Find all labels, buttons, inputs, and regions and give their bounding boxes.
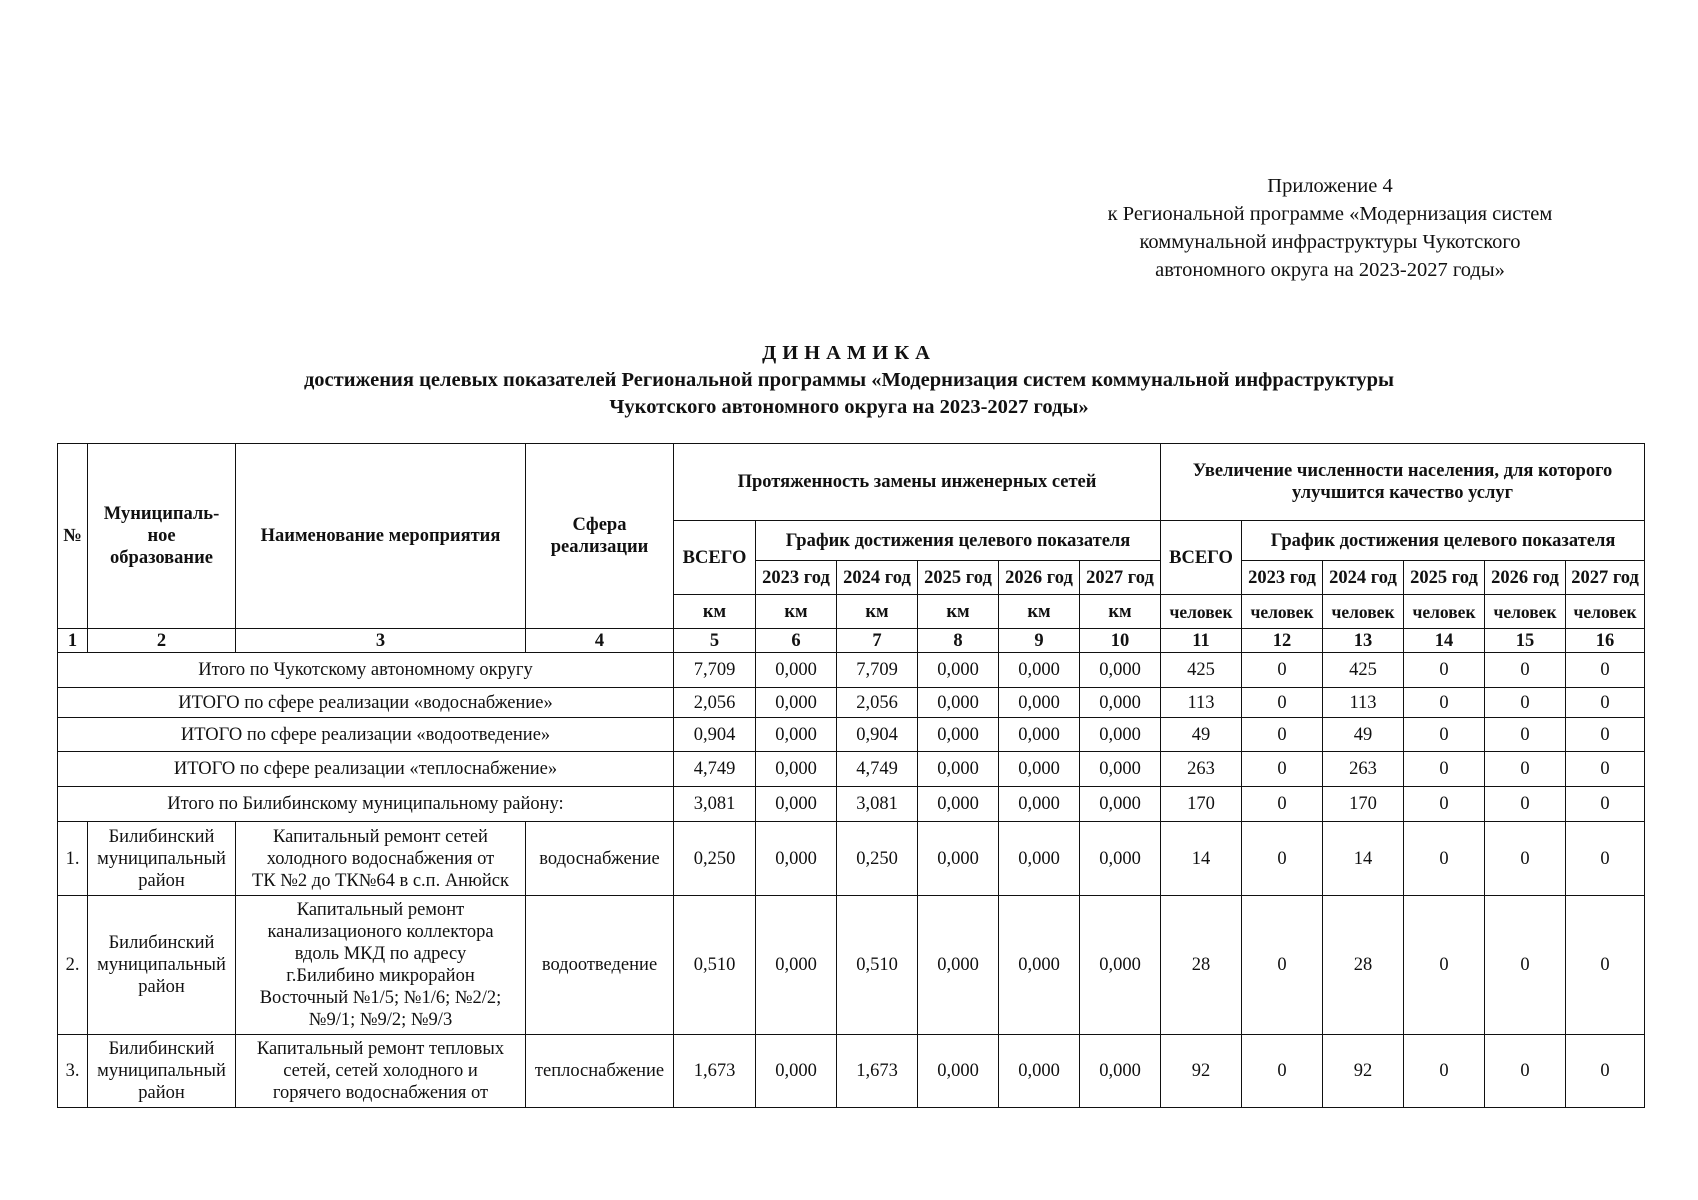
cell-value: 0,000 (756, 653, 837, 688)
cell-value: 7,709 (674, 653, 756, 688)
header-unit: человек (1485, 595, 1566, 629)
cell-value: 2,056 (837, 688, 918, 718)
cell-value: 425 (1323, 653, 1404, 688)
cell-value: 0 (1404, 787, 1485, 822)
cell-value: 0 (1404, 1035, 1485, 1108)
cell-value: 113 (1161, 688, 1242, 718)
row-municipality (88, 822, 236, 896)
header-year: 2024 год (837, 561, 918, 595)
cell-value: 0 (1242, 822, 1323, 896)
annex-line: Приложение 4 (1267, 175, 1393, 197)
cell-value: 0,250 (674, 822, 756, 896)
cell-value: 0 (1485, 688, 1566, 718)
cell-value: 49 (1161, 718, 1242, 752)
summary-label: Итого по Чукотскому автономному округу (58, 653, 674, 688)
header-num: № (58, 444, 88, 629)
cell-value: 0,904 (674, 718, 756, 752)
summary-label: ИТОГО по сфере реализации «водоотведение» (58, 718, 674, 752)
cell-value: 0,000 (918, 688, 999, 718)
header-year: 2026 год (999, 561, 1080, 595)
header-year: 2024 год (1323, 561, 1404, 595)
cell-line: холодного водоснабжения от (266, 848, 495, 869)
col-number: 10 (1080, 629, 1161, 653)
col-number: 13 (1323, 629, 1404, 653)
annex-line: коммунальной инфраструктуры Чукотского (1139, 231, 1521, 253)
cell-value: 0 (1404, 822, 1485, 896)
cell-line: Билибинский (108, 826, 215, 847)
cell-line: район (138, 870, 185, 891)
cell-line: вдоль МКД по адресу (294, 944, 467, 964)
cell-value: 0,000 (756, 896, 837, 1035)
cell-value: 0,000 (999, 1035, 1080, 1108)
row-number: 2. (58, 896, 88, 1035)
cell-value: 0 (1242, 752, 1323, 787)
cell-line: канализационого коллектора (267, 922, 494, 942)
col-number: 14 (1404, 629, 1485, 653)
row-municipality (88, 1035, 236, 1108)
header-unit: человек (1404, 595, 1485, 629)
cell-value: 0 (1566, 787, 1645, 822)
col-number: 8 (918, 629, 999, 653)
cell-value: 0,250 (837, 822, 918, 896)
summary-label: Итого по Билибинскому муниципальному району: (58, 787, 674, 822)
cell-value: 0,000 (918, 653, 999, 688)
header-year: 2026 год (1485, 561, 1566, 595)
cell-value: 0,000 (756, 822, 837, 896)
header-year: 2023 год (1242, 561, 1323, 595)
cell-value: 4,749 (837, 752, 918, 787)
cell-value: 0,000 (756, 1035, 837, 1108)
cell-value: 0 (1242, 787, 1323, 822)
header-year: 2025 год (918, 561, 999, 595)
cell-value: 0,000 (918, 787, 999, 822)
detail-row (58, 896, 1645, 1035)
header-year: 2027 год (1566, 561, 1645, 595)
cell-line: Капитальный ремонт (296, 900, 465, 920)
header-year: 2027 год (1080, 561, 1161, 595)
col-number: 2 (88, 629, 236, 653)
col-number: 15 (1485, 629, 1566, 653)
summary-row (58, 787, 1645, 822)
header-year: 2025 год (1404, 561, 1485, 595)
cell-line: ТК №2 до ТК№64 в с.п. Анюйск (251, 870, 510, 891)
indicators-table (57, 443, 1645, 1108)
header-schedule-km: График достижения целевого показателя (756, 521, 1161, 561)
cell-value: 3,081 (837, 787, 918, 822)
header-unit: км (674, 595, 756, 629)
cell-value: 7,709 (837, 653, 918, 688)
column-number-row (58, 629, 1645, 653)
summary-row (58, 653, 1645, 688)
cell-value: 0,000 (756, 752, 837, 787)
cell-value: 0,000 (1080, 688, 1161, 718)
cell-value: 0,904 (837, 718, 918, 752)
cell-value: 0 (1485, 718, 1566, 752)
header-unit: человек (1161, 595, 1242, 629)
header-unit: км (999, 595, 1080, 629)
cell-value: 0 (1404, 688, 1485, 718)
cell-value: 113 (1323, 688, 1404, 718)
title-line: Чукотского автономного округа на 2023-2027 годы» (609, 396, 1089, 418)
detail-row (58, 1035, 1645, 1108)
cell-value: 0,000 (1080, 653, 1161, 688)
cell-line: сетей, сетей холодного и (283, 1061, 478, 1081)
cell-value: 0 (1485, 653, 1566, 688)
cell-value: 263 (1161, 752, 1242, 787)
cell-value: 1,673 (674, 1035, 756, 1108)
cell-value: 0 (1485, 787, 1566, 822)
summary-label: ИТОГО по сфере реализации «водоснабжение» (58, 688, 674, 718)
summary-label: ИТОГО по сфере реализации «теплоснабжение» (58, 752, 674, 787)
cell-value: 0 (1485, 822, 1566, 896)
cell-value: 0,000 (1080, 718, 1161, 752)
annex-header (1050, 172, 1610, 284)
cell-value: 0 (1404, 718, 1485, 752)
cell-value: 0 (1242, 688, 1323, 718)
cell-value: 14 (1323, 822, 1404, 896)
col-number: 3 (236, 629, 526, 653)
cell-value: 0,000 (999, 822, 1080, 896)
row-event (236, 1035, 526, 1108)
header-unit: человек (1566, 595, 1645, 629)
cell-value: 0,000 (999, 718, 1080, 752)
cell-line: Восточный №1/5; №1/6; №2/2; (259, 988, 502, 1008)
cell-value: 170 (1323, 787, 1404, 822)
row-sphere: теплоснабжение (526, 1035, 674, 1108)
summary-row (58, 718, 1645, 752)
cell-line: Билибинский (108, 1039, 215, 1059)
row-event (236, 896, 526, 1035)
cell-line: №9/1; №9/2; №9/3 (308, 1010, 453, 1030)
cell-value: 0,000 (756, 688, 837, 718)
cell-value: 0 (1242, 718, 1323, 752)
header-text: Сфера (572, 515, 627, 535)
cell-value: 0,000 (1080, 752, 1161, 787)
cell-value: 28 (1323, 896, 1404, 1035)
header-municipality (88, 444, 236, 629)
cell-value: 0 (1242, 653, 1323, 688)
cell-value: 92 (1161, 1035, 1242, 1108)
cell-value: 0,000 (999, 787, 1080, 822)
header-text: улучшится качество услуг (1292, 483, 1514, 503)
cell-line: Капитальный ремонт тепловых (256, 1039, 505, 1059)
cell-value: 0 (1566, 653, 1645, 688)
cell-value: 0,000 (918, 896, 999, 1035)
header-total-km: ВСЕГО (674, 521, 756, 595)
header-row-1 (58, 444, 1645, 521)
row-number: 1. (58, 822, 88, 896)
col-number: 9 (999, 629, 1080, 653)
header-text: Муниципаль- (103, 504, 220, 524)
row-number: 3. (58, 1035, 88, 1108)
col-number: 12 (1242, 629, 1323, 653)
cell-value: 0 (1485, 1035, 1566, 1108)
cell-value: 0,000 (918, 822, 999, 896)
cell-line: Капитальный ремонт сетей (273, 826, 488, 847)
cell-line: г.Билибино микрорайон (286, 966, 475, 986)
cell-value: 0,000 (1080, 822, 1161, 896)
cell-value: 0,510 (837, 896, 918, 1035)
document-title (60, 340, 1638, 421)
cell-value: 0 (1485, 752, 1566, 787)
cell-value: 0 (1404, 653, 1485, 688)
cell-value: 49 (1323, 718, 1404, 752)
cell-line: Билибинский (108, 933, 215, 953)
cell-value: 28 (1161, 896, 1242, 1035)
col-number: 11 (1161, 629, 1242, 653)
cell-value: 0,000 (1080, 896, 1161, 1035)
header-text: образование (110, 548, 213, 568)
row-sphere: водоотведение (526, 896, 674, 1035)
cell-value: 0,000 (918, 1035, 999, 1108)
cell-value: 0 (1566, 822, 1645, 896)
header-unit: человек (1242, 595, 1323, 629)
annex-line: автономного округа на 2023-2027 годы» (1155, 259, 1505, 281)
summary-row (58, 688, 1645, 718)
cell-value: 0,000 (999, 653, 1080, 688)
title-line: достижения целевых показателей Региональной программы «Модернизация систем коммунальной инфраструктуры (303, 369, 1395, 391)
cell-value: 2,056 (674, 688, 756, 718)
col-number: 4 (526, 629, 674, 653)
cell-value: 0,000 (1080, 787, 1161, 822)
cell-value: 0 (1242, 896, 1323, 1035)
header-schedule-people: График достижения целевого показателя (1242, 521, 1645, 561)
cell-value: 0 (1566, 1035, 1645, 1108)
cell-value: 0 (1485, 896, 1566, 1035)
header-text: Увеличение численности населения, для которого (1192, 461, 1613, 481)
header-unit: км (756, 595, 837, 629)
col-number: 6 (756, 629, 837, 653)
header-population-group (1161, 444, 1645, 521)
cell-value: 14 (1161, 822, 1242, 896)
cell-value: 0,000 (999, 896, 1080, 1035)
cell-line: муниципальный (97, 848, 226, 869)
col-number: 7 (837, 629, 918, 653)
row-sphere: водоснабжение (526, 822, 674, 896)
col-number: 16 (1566, 629, 1645, 653)
cell-value: 425 (1161, 653, 1242, 688)
cell-value: 0,000 (999, 752, 1080, 787)
cell-value: 1,673 (837, 1035, 918, 1108)
cell-line: муниципальный (97, 955, 226, 975)
header-networks-group: Протяженность замены инженерных сетей (674, 444, 1161, 521)
cell-line: муниципальный (97, 1061, 226, 1081)
row-event (236, 822, 526, 896)
header-text: реализации (550, 537, 649, 557)
cell-value: 0,000 (756, 787, 837, 822)
cell-value: 0 (1242, 1035, 1323, 1108)
header-year: 2023 год (756, 561, 837, 595)
header-unit: человек (1323, 595, 1404, 629)
cell-value: 4,749 (674, 752, 756, 787)
cell-value: 0,000 (756, 718, 837, 752)
cell-value: 0 (1404, 752, 1485, 787)
cell-line: горячего водоснабжения от (272, 1083, 489, 1103)
header-unit: км (837, 595, 918, 629)
col-number: 1 (58, 629, 88, 653)
cell-value: 0 (1566, 896, 1645, 1035)
cell-value: 0 (1404, 896, 1485, 1035)
header-total-people: ВСЕГО (1161, 521, 1242, 595)
detail-row (58, 822, 1645, 896)
cell-line: район (138, 1083, 185, 1103)
row-municipality (88, 896, 236, 1035)
header-event: Наименование мероприятия (236, 444, 526, 629)
summary-row (58, 752, 1645, 787)
header-text: ное (147, 526, 176, 546)
cell-value: 0,000 (918, 752, 999, 787)
title-main: ДИНАМИКА (762, 342, 936, 364)
cell-value: 0,510 (674, 896, 756, 1035)
header-sphere (526, 444, 674, 629)
header-unit: км (918, 595, 999, 629)
cell-value: 0,000 (1080, 1035, 1161, 1108)
cell-value: 3,081 (674, 787, 756, 822)
cell-value: 0 (1566, 752, 1645, 787)
col-number: 5 (674, 629, 756, 653)
cell-value: 0 (1566, 688, 1645, 718)
cell-value: 170 (1161, 787, 1242, 822)
cell-value: 0 (1566, 718, 1645, 752)
cell-line: район (138, 977, 185, 997)
cell-value: 92 (1323, 1035, 1404, 1108)
annex-line: к Региональной программе «Модернизация систем (1107, 203, 1553, 225)
header-unit: км (1080, 595, 1161, 629)
cell-value: 0,000 (918, 718, 999, 752)
cell-value: 0,000 (999, 688, 1080, 718)
cell-value: 263 (1323, 752, 1404, 787)
